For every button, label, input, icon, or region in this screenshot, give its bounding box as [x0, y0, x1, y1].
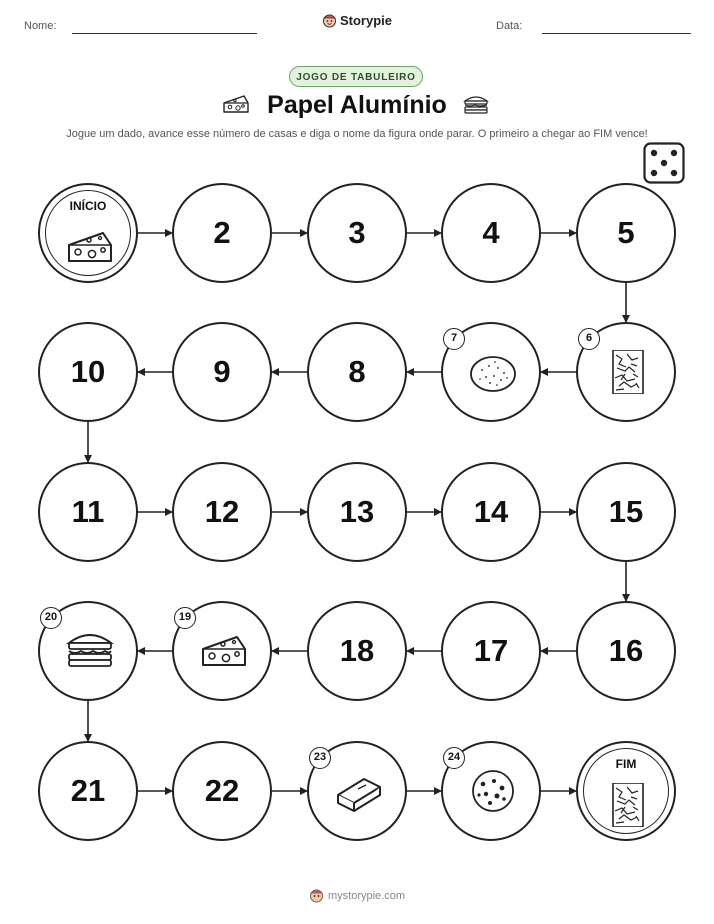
foil-sheet-icon	[603, 350, 653, 394]
foil-sheet-icon	[603, 783, 653, 827]
board-space-2	[172, 183, 272, 283]
space-number: 3	[348, 215, 366, 250]
space-number: 16	[608, 633, 644, 668]
storypie-logo-icon	[309, 888, 324, 903]
space-number: 15	[608, 494, 644, 529]
board-space-5	[576, 183, 676, 283]
space-number-tag: 20	[40, 607, 62, 629]
game-type-badge: JOGO DE TABULEIRO	[289, 66, 423, 87]
space-number: 14	[473, 494, 509, 529]
board-space-12	[172, 462, 272, 562]
board-space-11	[38, 462, 138, 562]
cheese-icon	[65, 225, 115, 269]
page-title: Papel Alumínio	[267, 91, 447, 119]
board-space-4	[441, 183, 541, 283]
board-space-13	[307, 462, 407, 562]
space-number: 2	[213, 215, 231, 250]
board-space-9	[172, 322, 272, 422]
space-number: 22	[204, 773, 240, 808]
end-space	[576, 741, 676, 841]
footer	[0, 888, 714, 903]
footer-url[interactable]: mystorypie.com	[327, 890, 406, 902]
space-number: 11	[71, 494, 105, 529]
cheese-icon	[199, 629, 249, 673]
cookie-icon	[468, 769, 518, 813]
brand-name: Storypie	[339, 13, 392, 28]
board-space-21	[38, 741, 138, 841]
space-number-tag: 19	[174, 607, 196, 629]
board-space-16	[576, 601, 676, 701]
name-label: Nome:	[24, 20, 57, 32]
space-number-tag: 6	[578, 328, 600, 350]
space-number: 8	[348, 354, 366, 389]
space-number: 4	[482, 215, 500, 250]
space-number: 13	[339, 494, 375, 529]
space-number-tag: 24	[443, 747, 465, 769]
board-space-15	[576, 462, 676, 562]
start-space	[38, 183, 138, 283]
board-space-10	[38, 322, 138, 422]
end-label: FIM	[615, 757, 637, 771]
sandwich-icon	[65, 629, 115, 673]
board-space-14	[441, 462, 541, 562]
date-label: Data:	[496, 20, 523, 32]
board-space-8	[307, 322, 407, 422]
space-number: 10	[70, 354, 106, 389]
butter-icon	[334, 769, 384, 813]
space-number: 12	[204, 494, 240, 529]
space-number: 18	[339, 633, 375, 668]
start-label: INÍCIO	[69, 199, 107, 213]
instructions: Jogue um dado, avance esse número de casas e diga o nome da figura onde parar. O primeiro a chegar ao FIM vence!	[66, 128, 648, 140]
space-number: 5	[617, 215, 635, 250]
space-number: 17	[473, 633, 509, 668]
dough-ball-icon	[468, 350, 518, 394]
space-number-tag: 7	[443, 328, 465, 350]
board-space-22	[172, 741, 272, 841]
board-space-18	[307, 601, 407, 701]
board-space-3	[307, 183, 407, 283]
space-number: 21	[70, 773, 106, 808]
space-number: 9	[213, 354, 231, 389]
space-number-tag: 23	[309, 747, 331, 769]
board-space-17	[441, 601, 541, 701]
